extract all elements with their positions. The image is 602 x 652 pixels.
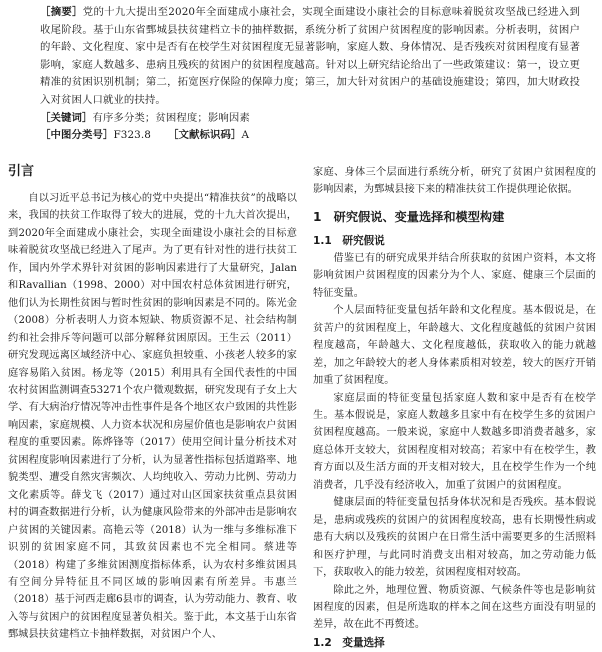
subsection-1-1-paragraph: 除此之外，地理位置、物质资源、气候条件等也是影响贫困程度的因素，但是所选取的样本之间在这些方面没有明显的差异，故在此不再赘述。 [313, 584, 596, 631]
subsection-1-2-heading: 1.2 变量选择 [313, 636, 385, 649]
doc-code-cell [168, 127, 249, 145]
introduction-paragraph-continued: 家庭、身体三个层面进行系统分析，研究了贫困户贫困程度的影响因素，为鄄城县接下来的精准扶贫工作提供理论依据。 [313, 167, 596, 196]
classification-value: F323.8 [113, 129, 151, 142]
subsection-1-1-paragraph: 个人层面特征变量包括年龄和文化程度。基本假说是，在贫苦户的贫困程度上，年龄越大、文化程度越低的贫困户贫困程度越高，年龄越大、文化程度越低，获取收入的能力就越差，加之年龄较大的老人身体素质相对较差，较大的医疗开销加重了贫困程度。 [313, 305, 596, 387]
classification-cell [40, 127, 168, 145]
keywords-text: 有序多分类；贫困程度；影响因素 [92, 111, 250, 124]
keywords-line [40, 110, 580, 128]
subsection-1-1-paragraph: 家庭层面的特征变量包括家庭人数和家中是否有在校学生。基本假说是，家庭人数越多且家中有在校学生多的贫困户贫困程度越高。一般来说，家庭中人数越多即消费者越多，家庭总体开支较大，贫困程度相对较高；若家中有在校学生，教育方面以及生活方面的开支相对较大，且在校学生作为一个纯消费者，几乎没有经济收入，加重了贫困户的贫困程度。 [313, 392, 596, 491]
classification-label: ［中图分类号］ [40, 129, 114, 142]
subsection-1-1-paragraph: 借鉴已有的研究成果并结合所获取的贫困户资料，本文将影响贫困户贫困程度的因素分为个人、家庭、健康三个层面的特征变量。 [313, 252, 596, 299]
abstract-text: 党的十九大提出至2020年全面建成小康社会，实现全面建设小康社会的目标意味着脱贫攻坚战已经进入到收尾阶段。基于山东省鄄城县扶贫建档立卡的抽样数据，系统分析了贫困户贫困程度的影响因素。分析表明，贫困户的年龄、文化程度、家中是否有在校学生对贫困程度无显著影响，家庭人数、身体情况、是否残疾对贫困程度有显著影响，家庭人数越多、患病且残疾的贫困户的贫困程度越高。针对以上研究结论给出了一些政策建议：第一，设立更精准的贫困识别机制；第二，拓宽医疗保险的保障力度；第三，加大针对贫困户的基础设施建设；第四，加大财政投入对贫困人口就业的扶持。 [40, 6, 580, 106]
doc-code-label: ［文献标识码］ [168, 129, 242, 142]
introduction-heading: 引言 [8, 164, 35, 179]
abstract-block [40, 4, 580, 145]
abstract-paragraph [40, 4, 580, 110]
introduction-paragraph: 自以习近平总书记为核心的党中央提出“精准扶贫”的战略以来，我国的扶贫工作取得了较大的进展，党的十九大首次提出，到2020年全面建成小康社会，实现全面建设小康社会的目标意味着脱贫攻坚战已经进入了尾声。为了更有针对性的进行扶贫工作，国内外学术界针对贫困的影响因素进行了大量研究，Jalan和Ravallian（1998、2000）对中国农村总体贫困进行研究，他们认为长期性贫困与暂时性贫困的影响因素是不同的。陈光金（2008）分析表明人力资本短缺、物质资源不足、社会结构制约和社会排斥等问题可以部分解释贫困原因。王生云（2011）研究发现远离区域经济中心、家庭负担较重、小孩老人较多的家庭容易陷入贫困。杨龙等（2015）利用具有全国代表性的中国农村贫困监测调查53271个农户微观数据，研究发现有子女上大学、有大病治疗情况等冲击性事件是各个地区农户致困的共性影响因素，家庭规模、人力资本状况和房屋价值也是影响农户贫困程度的重要因素。陈烨锋等（2017）使用空间计量分析技术对贫困程度影响因素进行了分析，认为显著性指标包括道路率、地貌类型、遭受自然灾害频次、人均纯收入、劳动力比例、劳动力文化素质等。薛戈飞（2017）通过对山区国家扶贫重点县贫困村的调查数据进行分析，认为健康风险带来的外部冲击是影响农户贫困的关键因素。高艳云等（2018）认为一维与多维标准下识别的贫困家庭不同，其致贫因素也不完全相同。蔡进等（2018）构建了多维贫困测度指标体系，认为农村多维贫困具有空间分异特征且不同区域的影响因素有所差异。韦惠兰（2018）基于河西走廊6县市的调查，认为劳动能力、教育、收入等与贫困户的贫困程度显著负相关。鉴于此，本文基于山东省鄄城县扶贫建档立卡抽样数据，对贫困户个人、 [8, 193, 297, 641]
subsection-1-1-heading: 1.1 研究假说 [313, 234, 385, 247]
section1-heading: 1 研究假说、变量选择和模型构建 [313, 209, 505, 224]
classification-line [40, 127, 580, 145]
abstract-label: ［摘要］ [40, 6, 83, 18]
subsection-1-1-paragraph: 健康层面的特征变量包括身体状况和是否残疾。基本假说是，患病或残疾的贫困户的贫困程度较高，患有长期慢性病或患有大病以及残疾的贫困户在日常生活中需要更多的生活照料和医疗护理，与此同时消费支出相对较高，加之劳动能力低下，获取收入的能力较差，贫困程度相对较高。 [313, 497, 596, 579]
right-column [313, 164, 596, 652]
doc-code-value: A [241, 129, 250, 142]
left-column [8, 160, 297, 644]
keywords-label: ［关键词］ [40, 111, 93, 124]
